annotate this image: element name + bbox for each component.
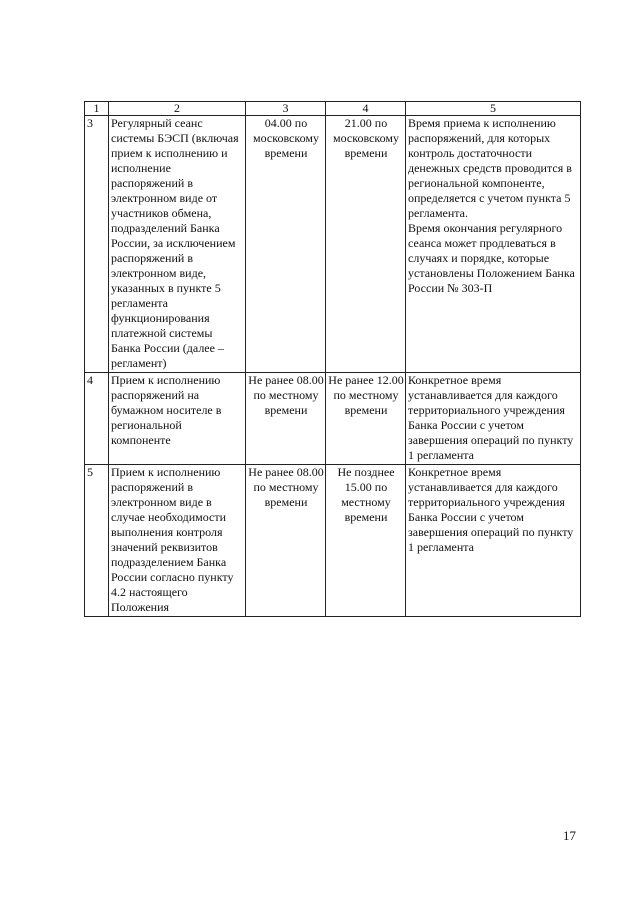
note-paragraph: Конкретное время устанавливается для каждого территориального учреждения Банка России с учетом завершения операций по пункту 1 регламента	[408, 373, 574, 462]
row-start-time: Не ранее 08.00 по местному времени	[246, 373, 326, 465]
row-number: 5	[85, 465, 109, 617]
row-description: Прием к исполнению распоряжений в электронном виде в случае необходимости выполнения контроля значений реквизитов подразделением Банка России согласно пункту 4.2 настоящего Положения	[109, 465, 246, 617]
note-paragraph: Время окончания регулярного сеанса может продлеваться в случаях и порядке, которые установлены Положением Банка России № 303-П	[408, 221, 575, 295]
row-description: Регулярный сеанс системы БЭСП (включая прием к исполнению и исполнение распоряжений в электронном виде от участников обмена, подразделений Банка России, за исключением распоряжений в электронном виде, указанных в пункте 5 регламента функционирования платежной системы Банка России (далее – регламент)	[109, 116, 246, 373]
row-note	[406, 373, 581, 465]
row-end-time: Не ранее 12.00 по местному времени	[326, 373, 406, 465]
row-start-time: Не ранее 08.00 по местному времени	[246, 465, 326, 617]
header-cell: 5	[406, 102, 581, 116]
table-header-row	[85, 102, 581, 116]
table-row	[85, 465, 581, 617]
row-end-time: 21.00 по московскому времени	[326, 116, 406, 373]
table-row	[85, 116, 581, 373]
table-row	[85, 373, 581, 465]
row-description: Прием к исполнению распоряжений на бумажном носителе в региональной компоненте	[109, 373, 246, 465]
row-note	[406, 465, 581, 617]
schedule-table	[84, 101, 581, 617]
page-number: 17	[563, 828, 576, 843]
header-cell: 4	[326, 102, 406, 116]
row-number: 3	[85, 116, 109, 373]
row-note	[406, 116, 581, 373]
header-cell: 3	[246, 102, 326, 116]
note-paragraph: Конкретное время устанавливается для каждого территориального учреждения Банка России с учетом завершения операций по пункту 1 регламента	[408, 465, 574, 554]
row-end-time: Не позднее 15.00 по местному времени	[326, 465, 406, 617]
note-paragraph: Время приема к исполнению распоряжений, для которых контроль достаточности денежных средств проводится в региональной компоненте, определяется с учетом пункта 5 регламента.	[408, 116, 572, 220]
row-start-time: 04.00 по московскому времени	[246, 116, 326, 373]
header-cell: 1	[85, 102, 109, 116]
header-cell: 2	[109, 102, 246, 116]
row-number: 4	[85, 373, 109, 465]
